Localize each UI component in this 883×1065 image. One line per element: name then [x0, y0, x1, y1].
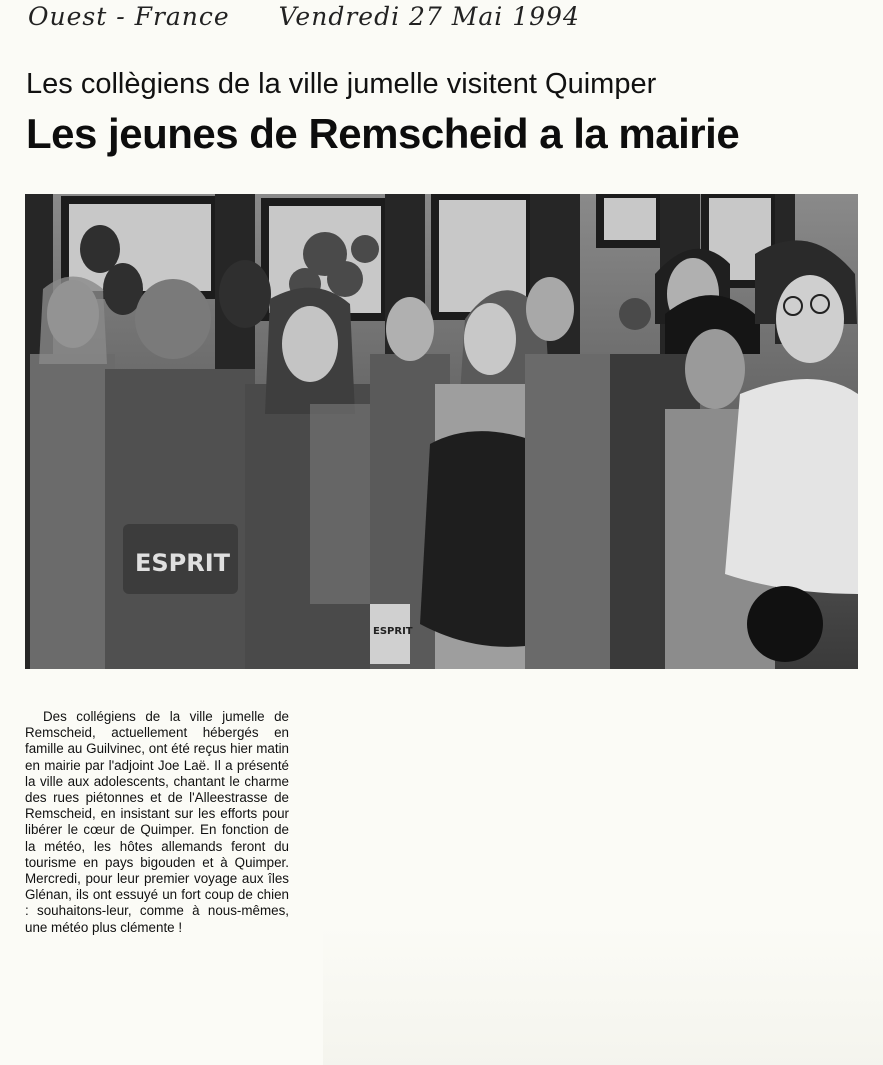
newspaper-name: Ouest - France: [28, 2, 230, 31]
article-headline: Les jeunes de Remscheid a la mairie: [26, 110, 740, 157]
bag-print: ESPRIT: [373, 626, 413, 637]
photo-illustration: [25, 194, 858, 669]
article-paragraph: Des collégiens de la ville jumelle de Remscheid, actuellement hébergés en famille au Guilvinec, ont été reçus hier matin en mairie par l'adjoint Joe Laë. Il a présenté la ville aux adolescents, chantant le charme des rues piétonnes et de l'Alleestrasse de Remscheid, en insistant sur les efforts pour libérer le cœur de Quimper. En fonction de la météo, les hôtes allemands feront du tourisme en pays bigouden et à Quimper. Mercredi, pour leur premier voyage aux îles Glénan, ils ont essuyé un fort coup de chien : souhaitons-leur, comme à nous-mêmes, une météo plus clémente !: [25, 709, 289, 935]
esprit-print: ESPRIT: [135, 549, 231, 577]
news-photo: [25, 194, 858, 669]
article-body: [25, 709, 289, 936]
paper-shading: [323, 925, 883, 1065]
publication-date: Vendredi 27 Mai 1994: [278, 2, 580, 31]
handwritten-source-note: [28, 2, 580, 31]
article-kicker: Les collègiens de la ville jumelle visitent Quimper: [26, 68, 657, 100]
